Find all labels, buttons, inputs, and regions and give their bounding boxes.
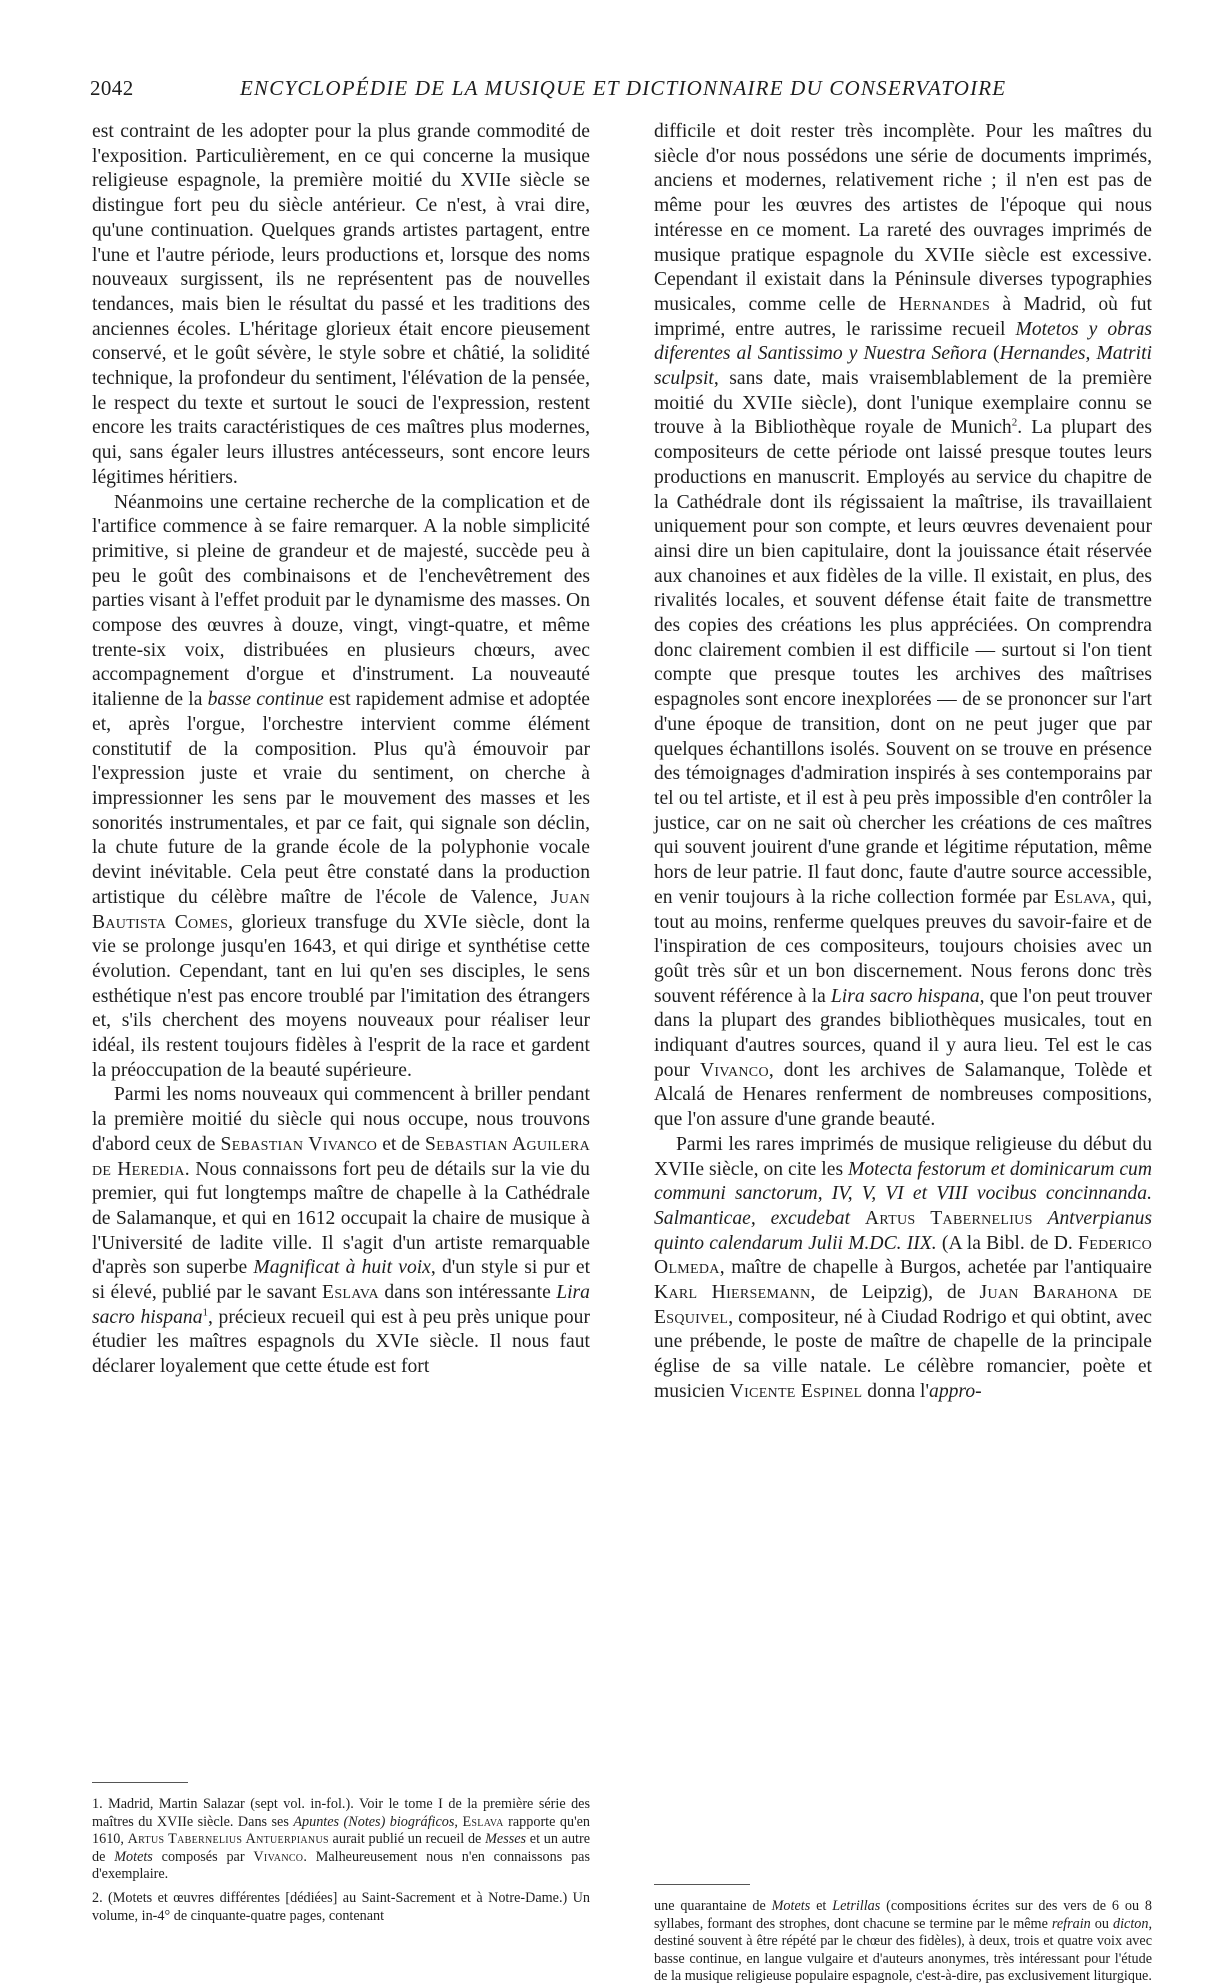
text-span: , xyxy=(454,1813,463,1830)
text-span: (compositions écrites sur des vers de 6 ou 8 syllabes, formant des strophes, dont chacune se termine par le même xyxy=(654,1898,1153,1932)
paragraph xyxy=(654,1133,1152,1405)
person-name: Juan Barahona de Esquivel xyxy=(654,1282,1152,1328)
page-header xyxy=(90,76,1170,102)
paragraph xyxy=(92,120,590,491)
text-span: (A la Bibl. de D. xyxy=(936,1232,1079,1254)
text-span: et un autre de xyxy=(92,1831,590,1865)
footnote-rule-left xyxy=(92,1782,188,1783)
work-title: Lira sacro hispana xyxy=(92,1282,590,1328)
text-span: ( xyxy=(987,343,1000,365)
text-span: Parmi les rares imprimés de musique religieuse du début du XVIIe siècle, on cite les xyxy=(654,1133,1152,1180)
left-column xyxy=(92,120,590,1380)
text-span: dans son intéressante xyxy=(378,1282,557,1304)
footnote-2-continued xyxy=(654,1898,1152,1986)
footnote-1 xyxy=(92,1796,590,1884)
text-span: , compositeur, né à Ciudad Rodrigo et qui obtint, avec une prébende, le poste de maître de chapelle de la principale église de sa ville natale. Le célèbre romancier, poète et musicien xyxy=(654,1306,1152,1402)
text-span: 2. (Motets et œuvres différentes [dédiées] au Saint-Sacrement et à Notre-Dame.) Un volume, in-4° de cinquante-quatre pages, contenant xyxy=(92,1889,590,1924)
footnote-ref: 1 xyxy=(202,1306,208,1319)
text-span: , sans date, mais vraisemblablement de la première moitié du XVIIe siècle), dont l'unique exemplaire connu se trouve à la Bibliothèque royale de Munich xyxy=(654,368,1152,439)
work-title: Magnificat à huit voix xyxy=(253,1257,431,1279)
person-name: Vicente Espinel xyxy=(729,1380,863,1402)
person-name: Vivanco xyxy=(253,1848,304,1865)
text-span: Parmi les noms nouveaux qui commencent à briller pendant la première moitié du siècle qui nous occupe, nous trouvons d'abord ceux de xyxy=(92,1084,590,1155)
footnote-ref: 2 xyxy=(1011,416,1018,429)
italic-term: Motets xyxy=(114,1848,153,1865)
page-number: 2042 xyxy=(90,76,134,100)
text-span: , de Leipzig), de xyxy=(810,1282,980,1304)
person-name: Juan Bautista Comes xyxy=(92,886,590,933)
text-span: , destiné souvent à être répété par le chœur des fidèles), à deux, trois et quatre voix avec basse continue, en langue vulgaire et d'auteurs anonymes, très intéressant pour l'étude de la musique religieuse populaire espagnole, c'est-à-dire, pas exclusivement liturgique. xyxy=(654,1915,1153,1985)
text-span: , d'un style si pur et si élevé, publié par le savant xyxy=(92,1257,591,1304)
footnote-rule-right xyxy=(654,1884,750,1885)
person-name: Sebastian Vivanco xyxy=(220,1133,378,1155)
text-span: rapporte qu'en 1610, xyxy=(92,1813,591,1848)
text-span: est contraint de les adopter pour la plus grande commodité de l'exposition. Particulièrement, en ce qui concerne la musique religieuse espagnole, la première moitié du XVIIe siècle se distingue fort peu du siècle antérieur. Ce n'est, à vrai dire, qu'une continuation. Quelques grands artistes partagent, entre l'une et l'autre période, leurs productions et, lorsque des noms nouveaux surgissent, ils ne représentent pas de nouvelles tendances, mais bien le résultat du passé et les traditions des anciennes écoles. L'héritage glorieux était encore pieusement conservé, et le goût sévère, le style sobre et châtié, la solidité technique, la profondeur du sentiment, l'élévation de la pensée, le respect du texte et surtout le souci de l'expression, restent encore les traits caractéristiques de ces maîtres plus modernes, qui, sans égaler leurs illustres antécesseurs, sont encore leurs légitimes héritiers. xyxy=(92,121,590,488)
paragraph xyxy=(92,491,590,1084)
footnote-2 xyxy=(92,1890,590,1925)
footnotes-right xyxy=(654,1898,1152,1986)
person-name: Artus Tabernelius xyxy=(864,1207,1033,1229)
text-span: donna l' xyxy=(862,1380,930,1402)
text-span: une quarantaine de xyxy=(654,1898,772,1914)
text-span: , glorieux transfuge du XVIe siècle, dont la vie se prolonge jusqu'en 1643, et qui dirige et synthétise cette évolution. Cependant, tant en lui qu'en ses disciples, le sens esthétique n'est pas encore troublé par l'imitation des étrangers et, s'ils cherchent des moyens nouveaux pour réaliser leur idéal, ils restent toujours fidèles à l'esprit de la race et gardent la préoccupation de la beauté supérieure. xyxy=(92,911,590,1081)
italic-term: refrain xyxy=(1051,1915,1091,1932)
person-name: Federico Olmeda xyxy=(654,1232,1152,1279)
person-name: Vivanco xyxy=(699,1059,769,1081)
text-span: difficile et doit rester très incomplète. Pour les maîtres du siècle d'or nous possédons une série de documents imprimés, anciens et modernes, relativement riche ; il n'en est pas de même pour les œuvres des artistes de l'époque qui nous intéresse en ce moment. La rareté des ouvrages imprimés de musique pratique espagnole du XVIIe siècle est excessive. Cependant il existait dans la Péninsule diverses typographies musicales, comme celle de xyxy=(654,121,1152,315)
text-span: et xyxy=(810,1898,833,1914)
paragraph xyxy=(92,1083,590,1379)
text-span: , qui, tout au moins, renferme quelques preuves du savoir-faire et de l'inspiration de ces compositeurs, toujours choisies avec un goût très sûr et un bon discernement. Nous ferons donc très souvent référence à la xyxy=(654,886,1152,1007)
work-title: Motetos y obras diferentes al Santissimo y Nuestra Señora xyxy=(654,318,1152,365)
imprint: Hernandes, Matriti sculpsit xyxy=(654,343,1152,390)
person-name: Eslava xyxy=(462,1813,504,1830)
italic-term: dicton xyxy=(1113,1915,1149,1932)
italic-term: appro- xyxy=(929,1380,982,1402)
text-span: . Nous connaissons fort peu de détails sur la vie du premier, qui fut longtemps maître de chapelle à la Cathédrale de Salamanque, et qui en 1612 occupait la chaire de musique à l'Université de ladite ville. Il s'agit d'un artiste remarquable d'après son superbe xyxy=(92,1158,590,1279)
text-span xyxy=(1033,1208,1048,1229)
person-name: Eslava xyxy=(322,1282,379,1304)
person-name: Hernandes xyxy=(898,293,991,315)
text-span: Néanmoins une certaine recherche de la complication et de l'artifice commence à se faire remarquer. A la noble simplicité primitive, si pleine de grandeur et de majesté, succède peu à peu le goût des combinaisons et de l'enchevêtrement des parties visant à l'effet produit par le dynamisme des masses. On compose des œuvres à douze, vingt, vingt-quatre, et même trente-six voix, distribuées en plusieurs chœurs, avec accompagnement d'orgue et d'instrument. La nouveauté italienne de la xyxy=(92,491,590,711)
text-span: , dont les archives de Salamanque, Tolède et Alcalá de Henares renferment de nombreuses compositions, que l'on assure d'une grande beauté. xyxy=(654,1059,1152,1131)
text-span: . Malheureusement nous n'en connaissons pas d'exemplaire. xyxy=(92,1848,590,1883)
person-name: Sebastian Aguilera de Heredia xyxy=(92,1133,590,1180)
text-span: aurait publié un recueil de xyxy=(328,1831,486,1848)
text-span: . La plupart des compositeurs de cette période ont laissé presque toutes leurs productions en manuscrit. Employés au service du chapitre de la Cathédrale dont ils régissaient la maîtrise, ils travaillaient uniquement pour son compte, et leurs œuvres devenaient pour ainsi dire un bien capitulaire, dont la jouissance était réservée aux chanoines et aux fidèles de la ville. Il existait, en plus, des rivalités locales, et souvent défense était faite de transmettre des copies des créations les plus appréciées. On comprendra donc clairement combien il est difficile — surtout si l'on tient compte que presque toutes les archives des maîtrises espagnoles sont encore inexplorées — de se prononcer sur l'art d'une époque de transition, dont on ne peut juger que par quelques échantillons isolés. Souvent on se trouve en présence des témoignages d'admiration inspirés à ses contemporains par tel ou tel artiste, et il est à peu près impossible d'en contrôler la justice, car on ne sait où chercher les créations de ces maîtres qui souvent jouirent d'une grande et légitime réputation, même hors de leur patrie. Il faut donc, faute d'autre source accessible, en venir toujours à la riche collection formée par xyxy=(654,417,1152,908)
text-span: ou xyxy=(1090,1915,1113,1932)
text-span: est rapidement admise et adoptée et, après l'orgue, l'orchestre intervient comme élément constitutif de la composition. Plus qu'à émouvoir par l'expression juste et vraie du sentiment, on cherche à impressionner les sens par le mouvement des masses et les sonorités instrumentales, et par ce fait, qui signale son déclin, la chute future de la grande école de la polyphonie vocale devint inévitable. Cela peut être constaté dans la production artistique du célèbre maître de l'école de Valence, xyxy=(92,689,590,908)
paragraph xyxy=(654,120,1152,1133)
text-span: 1. Madrid, Martin Salazar (sept vol. in-fol.). Voir le tome I de la première série des maîtres du XVIIe siècle. Dans ses xyxy=(92,1796,590,1830)
text-span: , maître de chapelle à Burgos, achetée par l'antiquaire xyxy=(719,1257,1152,1279)
text-span: composés par xyxy=(152,1848,254,1865)
text-span: et de xyxy=(377,1133,425,1155)
italic-term: Motets xyxy=(771,1898,811,1914)
footnotes-left xyxy=(92,1796,590,1925)
text-span xyxy=(850,1208,865,1229)
person-name: Artus Tabernelius Antuerpianus xyxy=(127,1831,329,1848)
italic-term: Letrillas xyxy=(832,1898,881,1914)
text-span: à Madrid, où fut imprimé, entre autres, le rarissime recueil xyxy=(654,293,1153,340)
person-name: Eslava xyxy=(1053,886,1111,908)
work-title: Lira sacro hispana xyxy=(830,985,980,1007)
italic-term: basse continue xyxy=(207,689,324,711)
right-column xyxy=(654,120,1152,1405)
work-title: Motecta festorum et dominicarum cum communi sanctorum, IV, V, VI et VIII vocibus concinnanda. Salmanticae, excudebat xyxy=(654,1158,1152,1229)
text-span: , que l'on peut trouver dans la plupart des grandes bibliothèques musicales, tout en indiquant d'autres sources, quand il y aura lieu. Tel est le cas pour xyxy=(654,985,1152,1081)
italic-term: Messes xyxy=(485,1831,527,1848)
work-title: Apuntes (Notes) biográficos xyxy=(293,1813,455,1830)
running-title: ENCYCLOPÉDIE DE LA MUSIQUE ET DICTIONNAIRE DU CONSERVATOIRE xyxy=(240,76,1007,100)
imprint: Antverpianus quinto calendarum Julii M.DC. IIX. xyxy=(654,1207,1153,1254)
text-span: , précieux recueil qui est à peu près unique pour étudier les maîtres espagnols du XVIe siècle. Il nous faut déclarer loyalement que cette étude est fort xyxy=(92,1306,590,1378)
person-name: Karl Hiersemann xyxy=(654,1282,811,1304)
